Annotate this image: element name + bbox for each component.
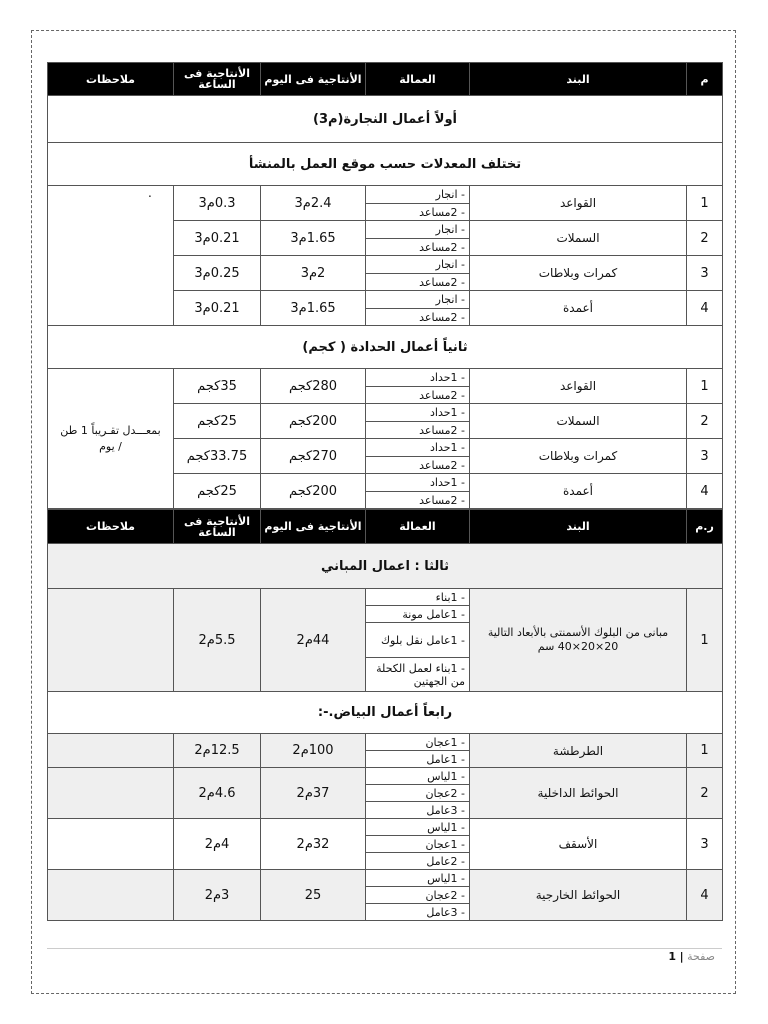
section-title: ثانياً أعمال الحدادة ( كجم): [48, 326, 723, 369]
per-day-value: 44م2: [261, 589, 366, 692]
per-day-value: 2م3: [261, 256, 366, 291]
section-title: ثالثا : اعمال المباني: [48, 544, 723, 589]
row-item: السملات: [470, 404, 687, 439]
notes-cell: [48, 819, 174, 870]
per-day-value: 100م2: [261, 734, 366, 768]
labor-line: - 1عجان: [366, 734, 470, 751]
header-notes: ملاحظات: [48, 63, 174, 96]
per-hour-value: 25كجم: [174, 404, 261, 439]
table-row: [48, 819, 723, 836]
row-number: 4: [687, 474, 723, 509]
labor-line: - 2عجان: [366, 887, 470, 904]
labor-line: - 1لياس: [366, 870, 470, 887]
per-day-value: 32م2: [261, 819, 366, 870]
per-day-value: 200كجم: [261, 474, 366, 509]
labor-line: - 1حداد: [366, 404, 470, 422]
labor-line: - 2مساعد: [366, 204, 470, 221]
table-header: [48, 63, 723, 96]
labor-line: - 3عامل: [366, 904, 470, 921]
table-header: [48, 510, 723, 544]
notes-cell: [48, 734, 174, 768]
labor-line: - 2مساعد: [366, 422, 470, 439]
labor-line: - 2مساعد: [366, 387, 470, 404]
per-day-value: 200كجم: [261, 404, 366, 439]
labor-line: - انجار: [366, 256, 470, 274]
labor-line: - 2عامل: [366, 853, 470, 870]
labor-line: - 2مساعد: [366, 274, 470, 291]
per-hour-value: 4.6م2: [174, 768, 261, 819]
labor-line: - 1عامل مونة: [366, 606, 470, 623]
labor-line: - 2عجان: [366, 785, 470, 802]
table-row: [48, 589, 723, 606]
per-hour-value: 33.75كجم: [174, 439, 261, 474]
row-item: كمرات وبلاطات: [470, 439, 687, 474]
row-number: 2: [687, 768, 723, 819]
row-number: 3: [687, 819, 723, 870]
row-number: 1: [687, 186, 723, 221]
labor-line: - 1لياس: [366, 819, 470, 836]
row-item: السملات: [470, 221, 687, 256]
labor-line: - 2مساعد: [366, 309, 470, 326]
notes-cell: [48, 870, 174, 921]
header-notes: ملاحظات: [48, 510, 174, 544]
header-labor: العمالة: [366, 63, 470, 96]
section-title: أولاً أعمال النجارة(م3): [48, 96, 723, 143]
per-day-value: 280كجم: [261, 369, 366, 404]
header-item: البند: [470, 63, 687, 96]
section-title: رابعاً أعمال البياض.-:: [48, 692, 723, 734]
row-number: 2: [687, 404, 723, 439]
page-number-value: 1: [668, 950, 677, 963]
labor-line: - 3عامل: [366, 802, 470, 819]
row-number: 3: [687, 439, 723, 474]
page-separator: |: [679, 950, 684, 963]
header-per-day: الأنتاجية فى اليوم: [261, 63, 366, 96]
header-m: م: [687, 63, 723, 96]
row-item: أعمدة: [470, 291, 687, 326]
row-item: الطرطشة: [470, 734, 687, 768]
row-item: القواعد: [470, 186, 687, 221]
per-hour-value: 12.5م2: [174, 734, 261, 768]
row-number: 1: [687, 734, 723, 768]
header-per-day: الأنتاجية فى اليوم: [261, 510, 366, 544]
labor-line: - 1لياس: [366, 768, 470, 785]
notes-cell: [48, 589, 174, 692]
table-row: [48, 186, 723, 204]
labor-line: - 2مساعد: [366, 457, 470, 474]
labor-line: - 1حداد: [366, 474, 470, 492]
labor-line: - 1بناء لعمل الكحلة من الجهتين: [366, 658, 470, 692]
per-hour-value: 3م2: [174, 870, 261, 921]
page-label: صفحة: [687, 950, 715, 963]
table-row: [48, 768, 723, 785]
notes-cell: [48, 768, 174, 819]
table-masonry-plaster: [47, 509, 723, 921]
labor-line: - 1عامل نقل بلوك: [366, 623, 470, 658]
per-hour-value: 0.3م3: [174, 186, 261, 221]
per-day-value: 25: [261, 870, 366, 921]
labor-line: - انجار: [366, 186, 470, 204]
header-item: البند: [470, 510, 687, 544]
per-hour-value: 5.5م2: [174, 589, 261, 692]
per-day-value: 1.65م3: [261, 291, 366, 326]
labor-line: - 1بناء: [366, 589, 470, 606]
row-item: مبانى من البلوك الأسمنتى بالأبعاد التالية 20×20×40 سم: [470, 589, 687, 692]
row-number: 4: [687, 870, 723, 921]
page-number: [668, 950, 721, 963]
header-per-hour: الأنتاجية فى الساعة: [174, 63, 261, 96]
footer-rule: [47, 948, 722, 949]
header-m: ر.م: [687, 510, 723, 544]
row-item: الحوائط الداخلية: [470, 768, 687, 819]
per-day-value: 270كجم: [261, 439, 366, 474]
row-item: الحوائط الخارجية: [470, 870, 687, 921]
row-item: أعمدة: [470, 474, 687, 509]
row-number: 3: [687, 256, 723, 291]
labor-line: - 1حداد: [366, 439, 470, 457]
per-hour-value: 25كجم: [174, 474, 261, 509]
row-number: 2: [687, 221, 723, 256]
row-number: 1: [687, 589, 723, 692]
row-item: كمرات وبلاطات: [470, 256, 687, 291]
table-row: [48, 734, 723, 751]
row-item: القواعد: [470, 369, 687, 404]
table-carpentry-steel: [47, 62, 723, 509]
row-item: الأسقف: [470, 819, 687, 870]
labor-line: - 2مساعد: [366, 492, 470, 509]
per-hour-value: 0.21م3: [174, 221, 261, 256]
row-number: 1: [687, 369, 723, 404]
per-day-value: 37م2: [261, 768, 366, 819]
row-number: 4: [687, 291, 723, 326]
labor-line: - 1عجان: [366, 836, 470, 853]
header-per-hour: الأنتاجية فى الساعة: [174, 510, 261, 544]
section-subtitle: تختلف المعدلات حسب موقع العمل بالمنشأ: [48, 143, 723, 186]
labor-line: - 1حداد: [366, 369, 470, 387]
per-day-value: 1.65م3: [261, 221, 366, 256]
per-hour-value: 0.25م3: [174, 256, 261, 291]
labor-line: - 2مساعد: [366, 239, 470, 256]
table-row: [48, 369, 723, 387]
notes-cell: بمعـــدل تقـريباً 1 طن / يوم: [48, 369, 174, 509]
table-row: [48, 870, 723, 887]
per-hour-value: 0.21م3: [174, 291, 261, 326]
labor-line: - 1عامل: [366, 751, 470, 768]
labor-line: - انجار: [366, 221, 470, 239]
header-labor: العمالة: [366, 510, 470, 544]
per-day-value: 2.4م3: [261, 186, 366, 221]
per-hour-value: 4م2: [174, 819, 261, 870]
per-hour-value: 35كجم: [174, 369, 261, 404]
notes-cell: .: [48, 186, 174, 326]
labor-line: - انجار: [366, 291, 470, 309]
